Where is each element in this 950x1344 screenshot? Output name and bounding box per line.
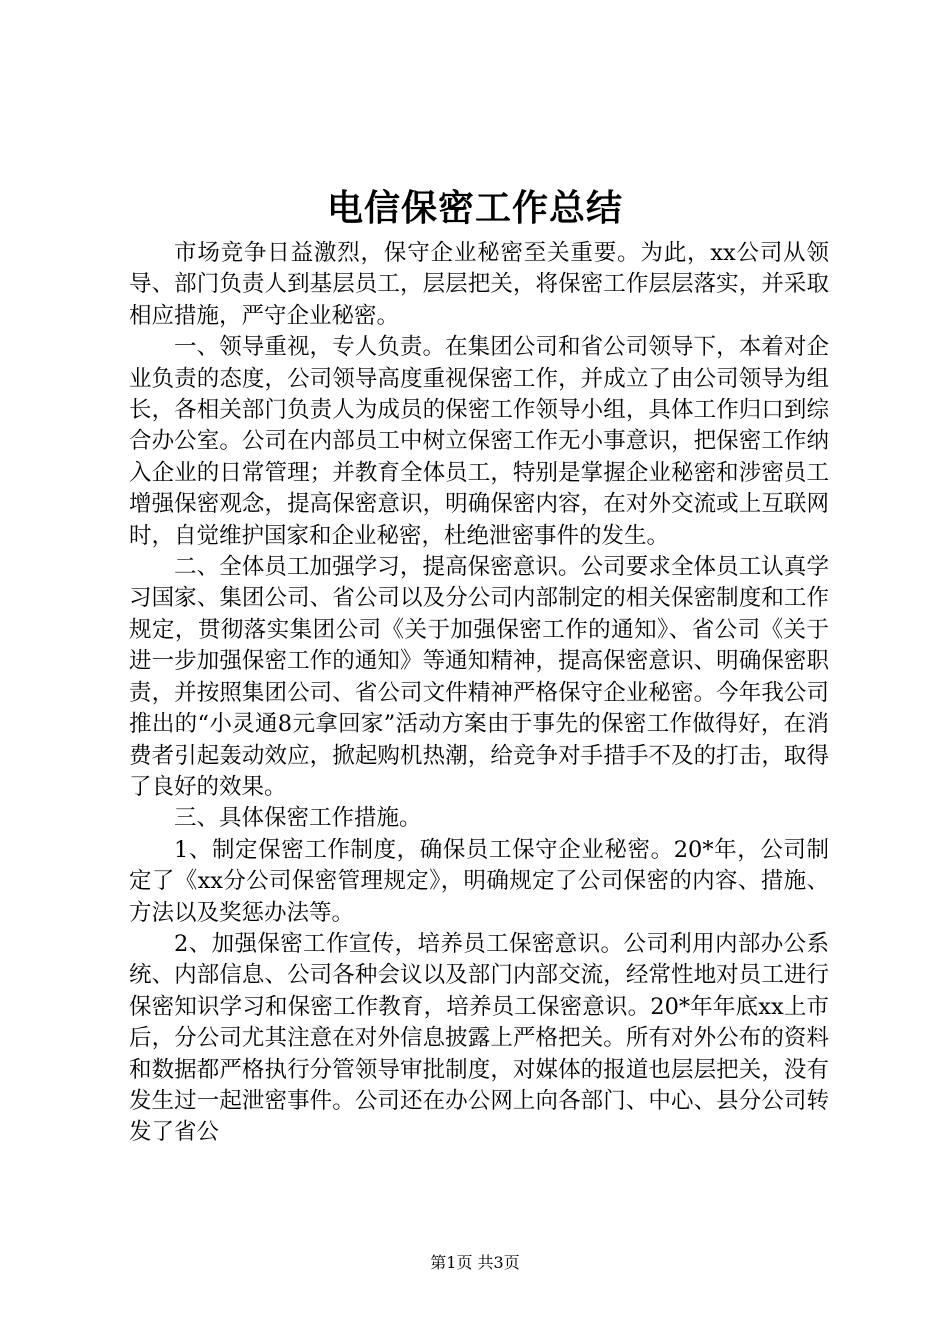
document-title: 电信保密工作总结	[326, 187, 623, 229]
paragraph-measure-2: 2、加强保密工作宣传，培养员工保密意识。公司利用内部办公系统、内部信息、公司各种会议以及部门内部交流，经常性地对员工进行保密知识学习和保密工作教育，培养员工保密意识。20*年年底xx上市后，分公司尤其注意在对外信息披露上严格把关。所有对外公布的资料和数据都严格执行分管领导审批制度，对媒体的报道也层层把关，没有发生过一起泄密事件。公司还在办公网上向各部门、中心、县分公司转发了省公	[129, 930, 829, 1146]
paragraph-intro: 市场竞争日益激烈，保守企业秘密至关重要。为此，xx公司从领导、部门负责人到基层员工，层层把关，将保密工作层层落实，并采取相应措施，严守企业秘密。	[129, 240, 829, 329]
paragraph-section-2: 二、全体员工加强学习，提高保密意识。公司要求全体员工认真学习国家、集团公司、省公司以及分公司内部制定的相关保密制度和工作规定，贯彻落实集团公司《关于加强保密工作的通知》、省公司《关于进一步加强保密工作的通知》等通知精神，提高保密意识、明确保密职责，并按照集团公司、省公司文件精神严格保守企业秘密。今年我公司推出的“小灵通8元拿回家”活动方案由于事先的保密工作做得好，在消费者引起轰动效应，掀起购机热潮，给竞争对手措手不及的打击，取得了良好的效果。	[129, 554, 829, 800]
page-footer: 第1页 共3页	[430, 1253, 520, 1272]
paragraph-section-3-heading: 三、具体保密工作措施。	[174, 805, 422, 832]
document-body	[129, 238, 829, 1149]
paragraph-measure-1: 1、制定保密工作制度，确保员工保守企业秘密。20*年，公司制定了《xx分公司保密管理规定》，明确规定了公司保密的内容、措施、方法以及奖惩办法等。	[129, 836, 829, 926]
paragraph-section-1: 一、领导重视，专人负责。在集团公司和省公司领导下，本着对企业负责的态度，公司领导高度重视保密工作，并成立了由公司领导为组长，各相关部门负责人为成员的保密工作领导小组，具体工作归口到综合办公室。公司在内部员工中树立保密工作无小事意识，把保密工作纳入企业的日常管理；并教育全体员工，特别是掌握企业秘密和涉密员工增强保密观念，提高保密意识，明确保密内容，在对外交流或上互联网时，自觉维护国家和企业秘密，杜绝泄密事件的发生。	[129, 334, 829, 549]
